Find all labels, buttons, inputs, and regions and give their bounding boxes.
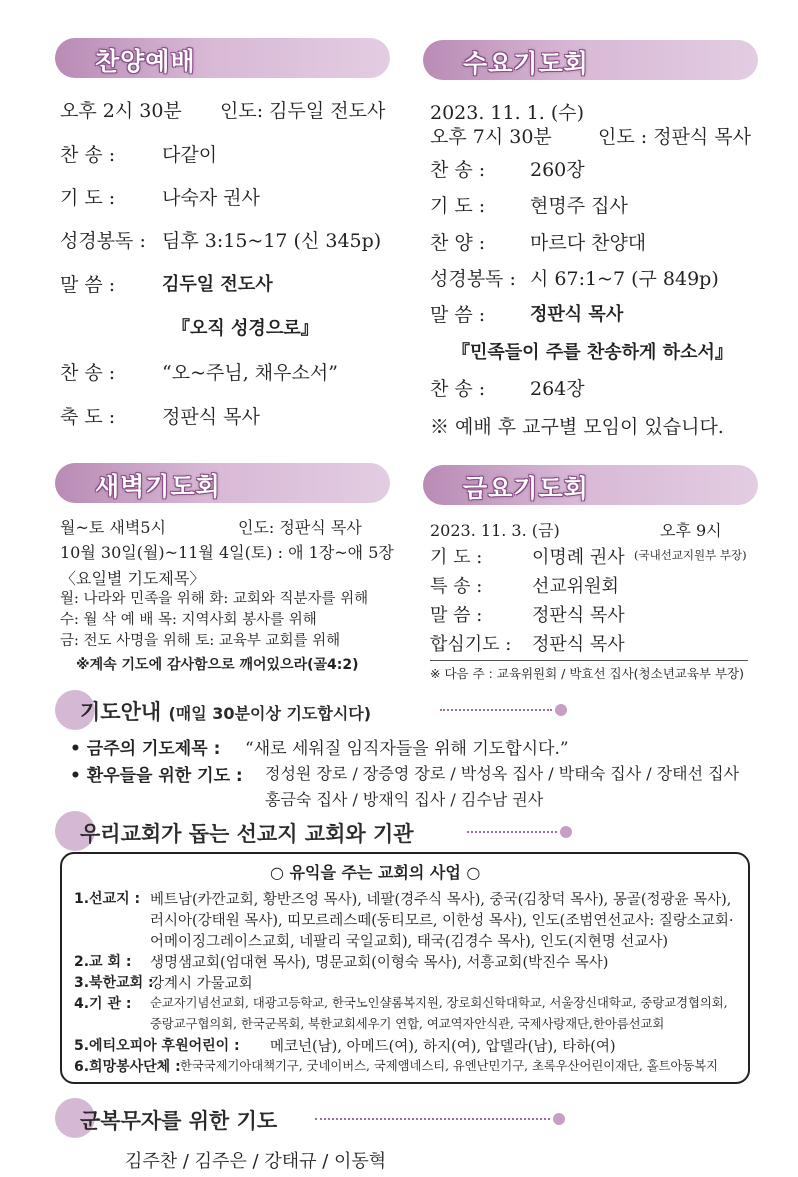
- missions-title: 우리교회가 돕는 선교지 교회와 기관: [80, 822, 414, 846]
- wednesday-row-label: 찬 양 :: [430, 232, 486, 254]
- prayer-guide-heading: [80, 696, 371, 726]
- praise-row-value: 김두일 전도사: [162, 274, 273, 295]
- mission-item-line: 강계시 가물교회: [150, 976, 253, 992]
- mission-item-label: 1.선교지 :: [74, 891, 141, 907]
- dawn-topic-3: 금: 전도 사명을 위해 토: 교육부 교회를 위해: [60, 633, 341, 649]
- wednesday-row-label: 말 씀 :: [430, 304, 486, 326]
- wednesday-date: 2023. 11. 1. (수): [430, 102, 585, 124]
- friday-row-value: 선교위원회: [532, 576, 619, 597]
- weekly-prayer-value: “새로 세워질 임직자들을 위해 기도합시다.”: [245, 739, 569, 759]
- friday-header: [423, 465, 758, 505]
- dawn-verse: ※계속 기도에 감사함으로 깨어있으라(골4:2): [76, 657, 359, 673]
- mission-item-line: 러시아(강태원 목사), 띠모르레스떼(동티모르, 이한성 목사), 인도(조범연선교사: 질랑소교회·: [150, 913, 734, 929]
- dawn-title: 새벽기도회: [95, 472, 221, 501]
- praise-row-value: 『오직 성경으로』: [172, 318, 319, 339]
- soldiers-title: 군복무자를 위한 기도: [80, 1109, 278, 1133]
- soldiers-names: 김주찬 / 김주은 / 강태규 / 이동혁: [125, 1151, 387, 1172]
- mission-item-label: 5.에티오피아 후원어린이 :: [74, 1038, 240, 1054]
- wednesday-row-value: 정판식 목사: [530, 304, 624, 325]
- praise-row-label: 말 씀 :: [60, 274, 116, 296]
- wednesday-row-label: 기 도 :: [430, 195, 486, 217]
- praise-service-header: [55, 38, 390, 78]
- praise-time: 오후 2시 30분: [60, 100, 182, 122]
- wednesday-header: [423, 40, 758, 80]
- wednesday-row-value: 현명주 집사: [530, 195, 628, 217]
- wednesday-leader: 인도 : 정판식 목사: [598, 126, 751, 148]
- praise-row-label: 찬 송 :: [60, 362, 116, 384]
- praise-row-label: 찬 송 :: [60, 144, 116, 166]
- prayer-guide-end-dot: [555, 704, 567, 716]
- dawn-leader: 인도: 정판식 목사: [238, 518, 362, 537]
- weekly-prayer-label: • 금주의 기도제목 :: [70, 739, 221, 759]
- mission-item-line: 중랑교구협의회, 한국군목회, 북한교회세우기 연합, 여교역자안식관, 국제사랑재단,한아름선교회: [150, 1017, 665, 1031]
- patients-line-2: 홍금숙 집사 / 방재익 집사 / 김수남 권사: [265, 790, 544, 809]
- praise-row-value: “오~주님, 채우소서”: [162, 362, 338, 384]
- missions-box-title: ○ 유익을 주는 교회의 사업 ○: [270, 863, 481, 882]
- dawn-period: 10월 30일(월)~11월 4일(토) : 애 1장~애 5장: [60, 543, 394, 562]
- mission-item-line: 한국국제기아대책기구, 굿네이버스, 국제앰네스티, 유엔난민기구, 초록우산어린이재단, 홀트아동복지: [180, 1059, 718, 1073]
- friday-divider: [430, 660, 748, 661]
- dawn-header: [55, 463, 390, 503]
- wednesday-row-value: 『민족들이 주를 찬송하게 하소서』: [452, 342, 733, 363]
- mission-item-label: 3.북한교회 :: [74, 975, 154, 991]
- dawn-topic-1: 월: 나라와 민족을 위해 화: 교회와 직분자를 위해: [60, 591, 369, 607]
- praise-row-value: 나숙자 권사: [162, 187, 260, 209]
- mission-item-label: 6.희망봉사단체 :: [74, 1059, 181, 1075]
- wednesday-note: ※ 예배 후 교구별 모임이 있습니다.: [430, 416, 724, 438]
- dawn-days: 월~토 새벽5시: [60, 518, 166, 537]
- wednesday-title: 수요기도회: [463, 49, 589, 78]
- friday-date: 2023. 11. 3. (금): [430, 521, 560, 540]
- patients-prayer-label: • 환우들을 위한 기도 :: [70, 766, 243, 786]
- mission-item-label: 2.교 회 :: [74, 954, 132, 970]
- friday-row-label: 특 송 :: [430, 576, 483, 597]
- friday-time: 오후 9시: [660, 521, 722, 540]
- friday-row-value: 정판식 목사: [532, 605, 625, 626]
- soldiers-dots: [315, 1118, 550, 1120]
- mission-item-line: 메코넌(남), 아메드(여), 하지(여), 압델라(남), 타하(여): [270, 1039, 616, 1055]
- praise-row-label: 축 도 :: [60, 406, 116, 428]
- mission-item-line: 어메이징그레이스교회, 네팔리 국일교회), 태국(김경수 목사), 인도(지현명 선교사): [150, 934, 668, 950]
- dawn-topics-heading: 〈요일별 기도제목〉: [60, 569, 206, 588]
- wednesday-row-value: 마르다 찬양대: [530, 232, 647, 254]
- friday-next: ※ 다음 주 : 교육위원회 / 박효선 집사(청소년교육부 부장): [430, 666, 745, 681]
- mission-item-line: 생명샘교회(엄대현 목사), 명문교회(이형숙 목사), 서흥교회(박진수 목사): [150, 955, 609, 971]
- wednesday-row-value: 264장: [530, 378, 585, 400]
- prayer-guide-subtitle: (매일 30분이상 기도합시다): [168, 704, 372, 723]
- wednesday-time: 오후 7시 30분: [430, 126, 552, 148]
- praise-row-value: 정판식 목사: [162, 406, 260, 428]
- missions-dots: [467, 831, 557, 833]
- friday-row-label: 말 씀 :: [430, 605, 483, 626]
- wednesday-row-value: 시 67:1~7 (구 849p): [530, 268, 719, 290]
- wednesday-row-label: 성경봉독 :: [430, 268, 516, 290]
- friday-row-value: 이명례 권사: [532, 547, 625, 568]
- wednesday-row-label: 찬 송 :: [430, 378, 486, 400]
- mission-item-line: 베트남(카깐교회, 황반즈엉 목사), 네팔(경주식 목사), 중국(김창덕 목사), 몽골(정광윤 목사),: [150, 892, 732, 908]
- praise-row-value: 다같이: [162, 144, 218, 166]
- prayer-guide-dots: [440, 709, 552, 711]
- soldiers-end-dot: [553, 1113, 565, 1125]
- mission-item-line: 순교자기념선교회, 대광고등학교, 한국노인샬롬복지원, 장로회신학대학교, 서울장신대학교, 중랑교경협의회,: [150, 996, 728, 1010]
- friday-row-value: 정판식 목사: [532, 634, 625, 655]
- friday-row-label: 기 도 :: [430, 547, 483, 568]
- praise-row-value: 딤후 3:15~17 (신 345p): [162, 230, 382, 252]
- wednesday-row-value: 260장: [530, 159, 585, 181]
- patients-line-1: 정성원 장로 / 장증영 장로 / 박성옥 집사 / 박태숙 집사 / 장태선 집사: [265, 764, 740, 783]
- missions-end-dot: [560, 826, 572, 838]
- wednesday-row-label: 찬 송 :: [430, 159, 486, 181]
- prayer-guide-title: 기도안내: [80, 700, 162, 724]
- praise-row-label: 성경봉독 :: [60, 230, 146, 252]
- praise-row-label: 기 도 :: [60, 187, 116, 209]
- friday-row-label: 합심기도 :: [430, 634, 512, 655]
- friday-title: 금요기도회: [463, 474, 589, 503]
- dawn-topic-2: 수: 월 삭 예 배 목: 지역사회 봉사를 위해: [60, 612, 317, 628]
- praise-leader: 인도: 김두일 전도사: [220, 100, 386, 122]
- praise-service-title: 찬양예배: [95, 47, 196, 76]
- mission-item-label: 4.기 관 :: [74, 996, 132, 1012]
- friday-row-extra: (국내선교지원부 부장): [634, 548, 747, 562]
